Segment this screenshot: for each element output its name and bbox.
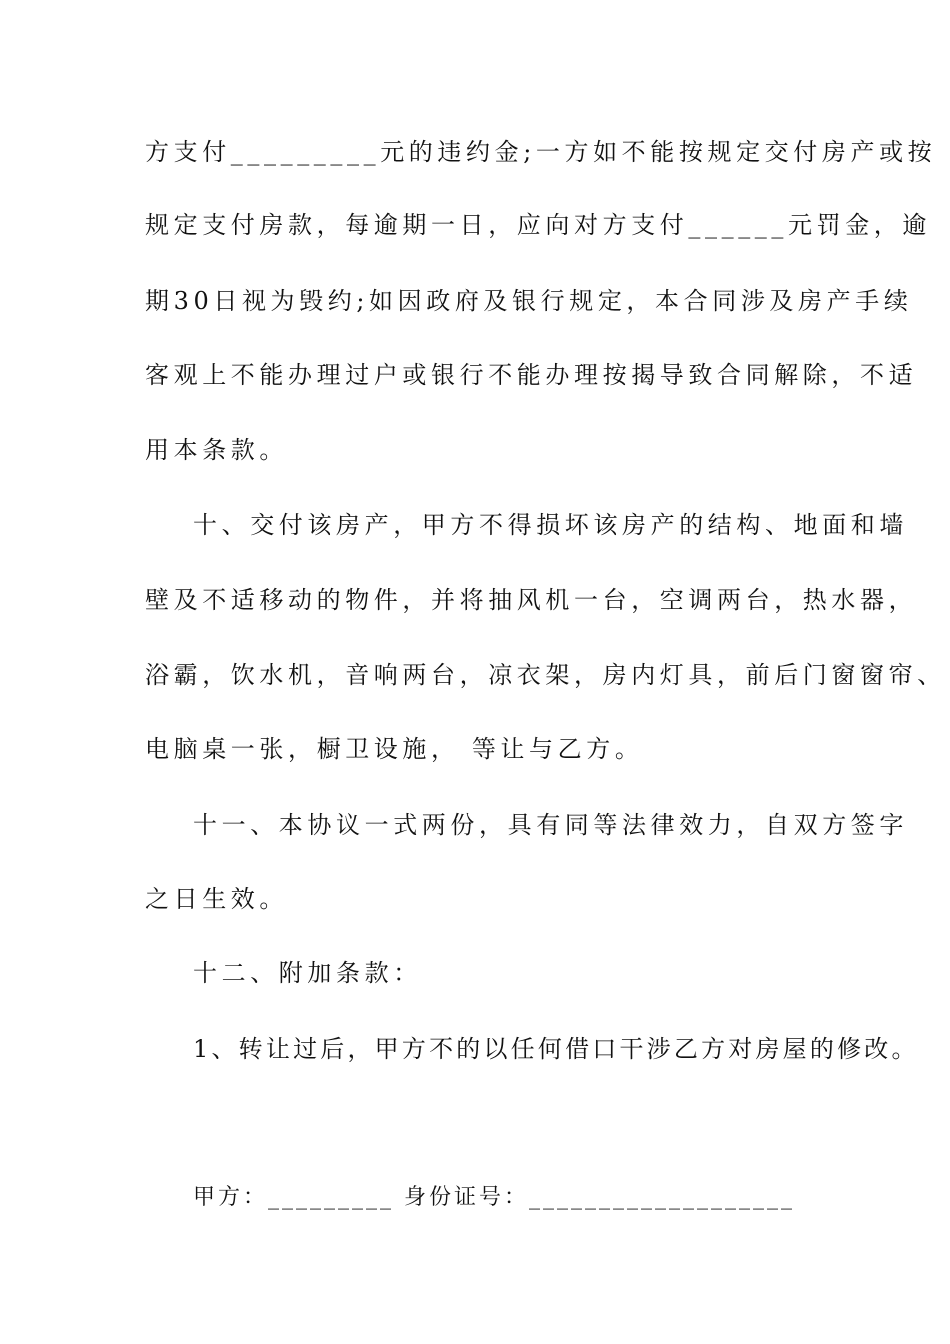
clause-eleven: 十一、本协议一式两份，具有同等法律效力，自双方签字 bbox=[193, 811, 908, 839]
text-line: 用本条款。 bbox=[145, 436, 288, 464]
additional-term-1: 1、转让过后，甲方不的以任何借口干涉乙方对房屋的修改。 bbox=[193, 1035, 919, 1063]
text-line: 壁及不适移动的物件，并将抽风机一台，空调两台，热水器， bbox=[145, 586, 918, 614]
text-line: 之日生效。 bbox=[145, 885, 288, 913]
text-line: 方支付_________元的违约金;一方如不能按规定交付房产或按 bbox=[145, 138, 937, 166]
party-a-signature-line: 甲方：_________ 身份证号：___________________ bbox=[193, 1185, 795, 1210]
clause-twelve: 十二、附加条款： bbox=[193, 959, 422, 987]
text-line: 浴霸，饮水机，音响两台，凉衣架，房内灯具，前后门窗窗帘、 bbox=[145, 661, 946, 689]
text-line: 电脑桌一张，橱卫设施， 等让与乙方。 bbox=[145, 735, 644, 763]
text-line: 规定支付房款，每逾期一日，应向对方支付______元罚金，逾 bbox=[145, 211, 931, 239]
clause-ten: 十、交付该房产，甲方不得损坏该房产的结构、地面和墙 bbox=[193, 511, 908, 539]
text-line: 客观上不能办理过户或银行不能办理按揭导致合同解除，不适 bbox=[145, 361, 918, 389]
text-line: 期30日视为毁约;如因政府及银行规定，本合同涉及房产手续 bbox=[145, 287, 913, 315]
